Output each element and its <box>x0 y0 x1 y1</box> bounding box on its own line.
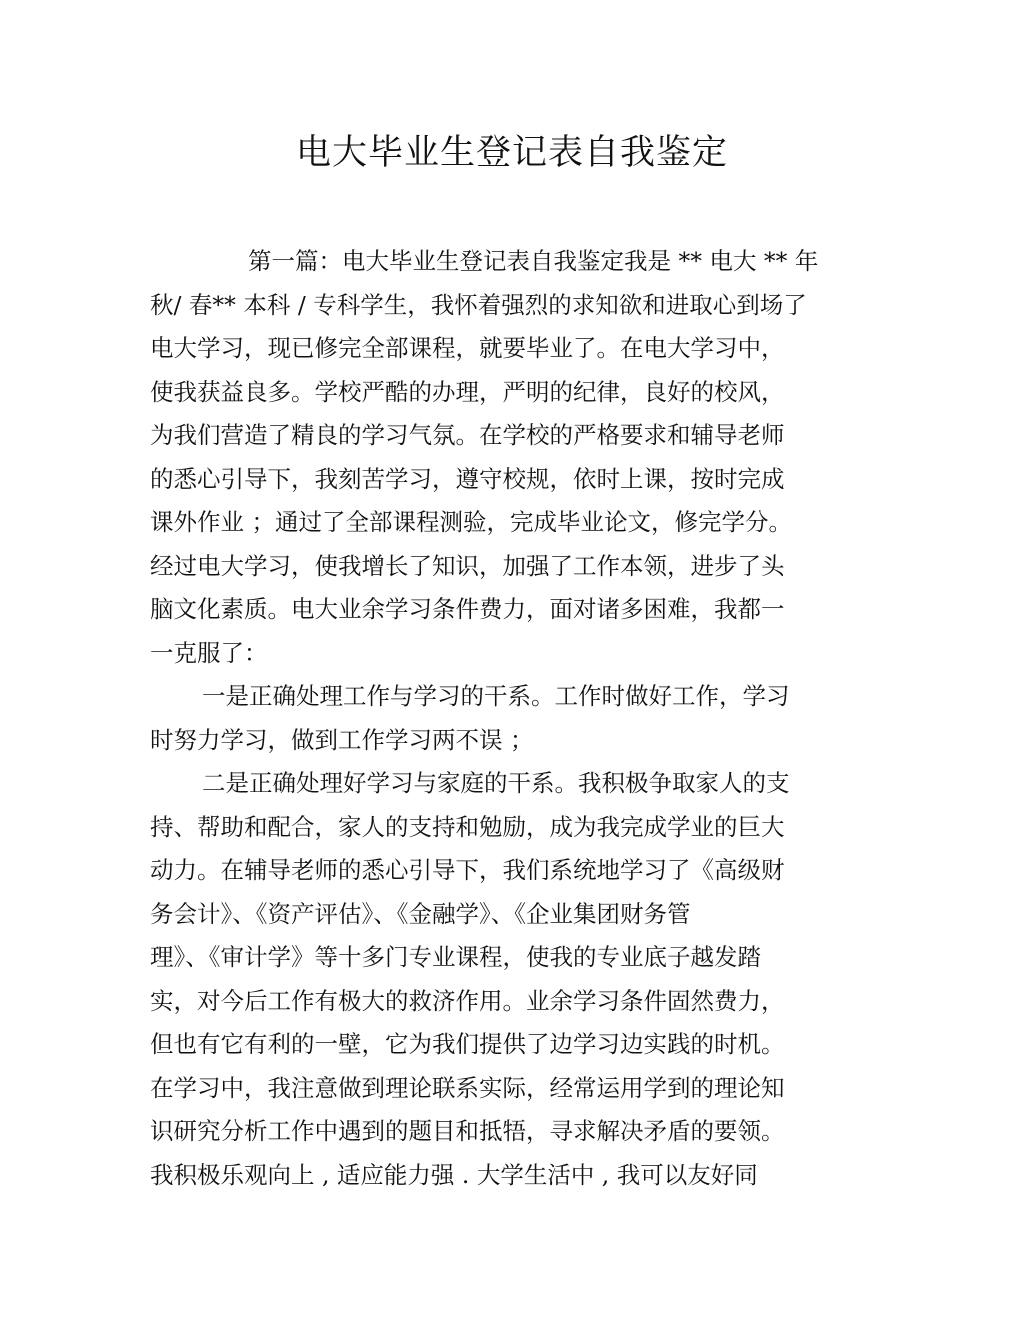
text-line: 但也有它有利的一壁，它为我们提供了边学习边实践的时机。 <box>150 1030 785 1058</box>
text-line: 一是正确处理工作与学习的干系。工作时做好工作，学习 <box>202 682 790 710</box>
text-line: 第一篇：电大毕业生登记表自我鉴定我是 ** 电大 ** 年 <box>248 247 819 275</box>
text-line: 理》、《审计学》等十多门专业课程，使我的专业底子越发踏 <box>150 943 761 971</box>
text-line: 为我们营造了精良的学习气氛。在学校的严格要求和辅导老师 <box>150 421 785 449</box>
text-line: 的悉心引导下，我刻苦学习，遵守校规，依时上课，按时完成 <box>150 464 785 493</box>
text-line: 务会计》、《资产评估》、《金融学》、《企业集团财务管 <box>150 899 691 928</box>
text-line: 电大学习，现已修完全部课程，就要毕业了。在电大学习中， <box>150 334 785 362</box>
text-line: 使我获益良多。学校严酷的办理，严明的纪律，良好的校风， <box>150 377 785 406</box>
text-line: 在学习中，我注意做到理论联系实际，经常运用学到的理论知 <box>150 1073 785 1102</box>
text-line: 实，对今后工作有极大的救济作用。业余学习条件固然费力， <box>150 986 785 1015</box>
text-line: 持、帮助和配合，家人的支持和勉励，成为我完成学业的巨大 <box>150 812 785 841</box>
text-line: 一克服了： <box>150 638 268 667</box>
text-line: 我积极乐观向上 , 适应能力强 . 大学生活中 , 我可以友好同 <box>150 1160 758 1189</box>
document-title: 电大毕业生登记表自我鉴定 <box>295 133 728 173</box>
text-line: 秋/ 春** 本科 / 专科学生，我怀着强烈的求知欲和进取心到场了 <box>150 290 807 319</box>
text-line: 动力。在辅导老师的悉心引导下，我们系统地学习了《高级财 <box>150 856 785 884</box>
text-line: 课外作业 ；通过了全部课程测验，完成毕业论文，修完学分。 <box>150 508 792 536</box>
text-line: 时努力学习，做到工作学习两不误 ； <box>150 725 534 754</box>
text-line: 经过电大学习，使我增长了知识，加强了工作本领，进步了头 <box>150 551 785 580</box>
text-line: 识研究分析工作中遇到的题目和抵牾，寻求解决矛盾的要领。 <box>150 1117 785 1145</box>
text-line: 脑文化素质。电大业余学习条件费力，面对诸多困难，我都一 <box>150 595 785 623</box>
text-line: 二是正确处理好学习与家庭的干系。我积极争取家人的支 <box>202 769 790 797</box>
document-body <box>150 240 880 1197</box>
